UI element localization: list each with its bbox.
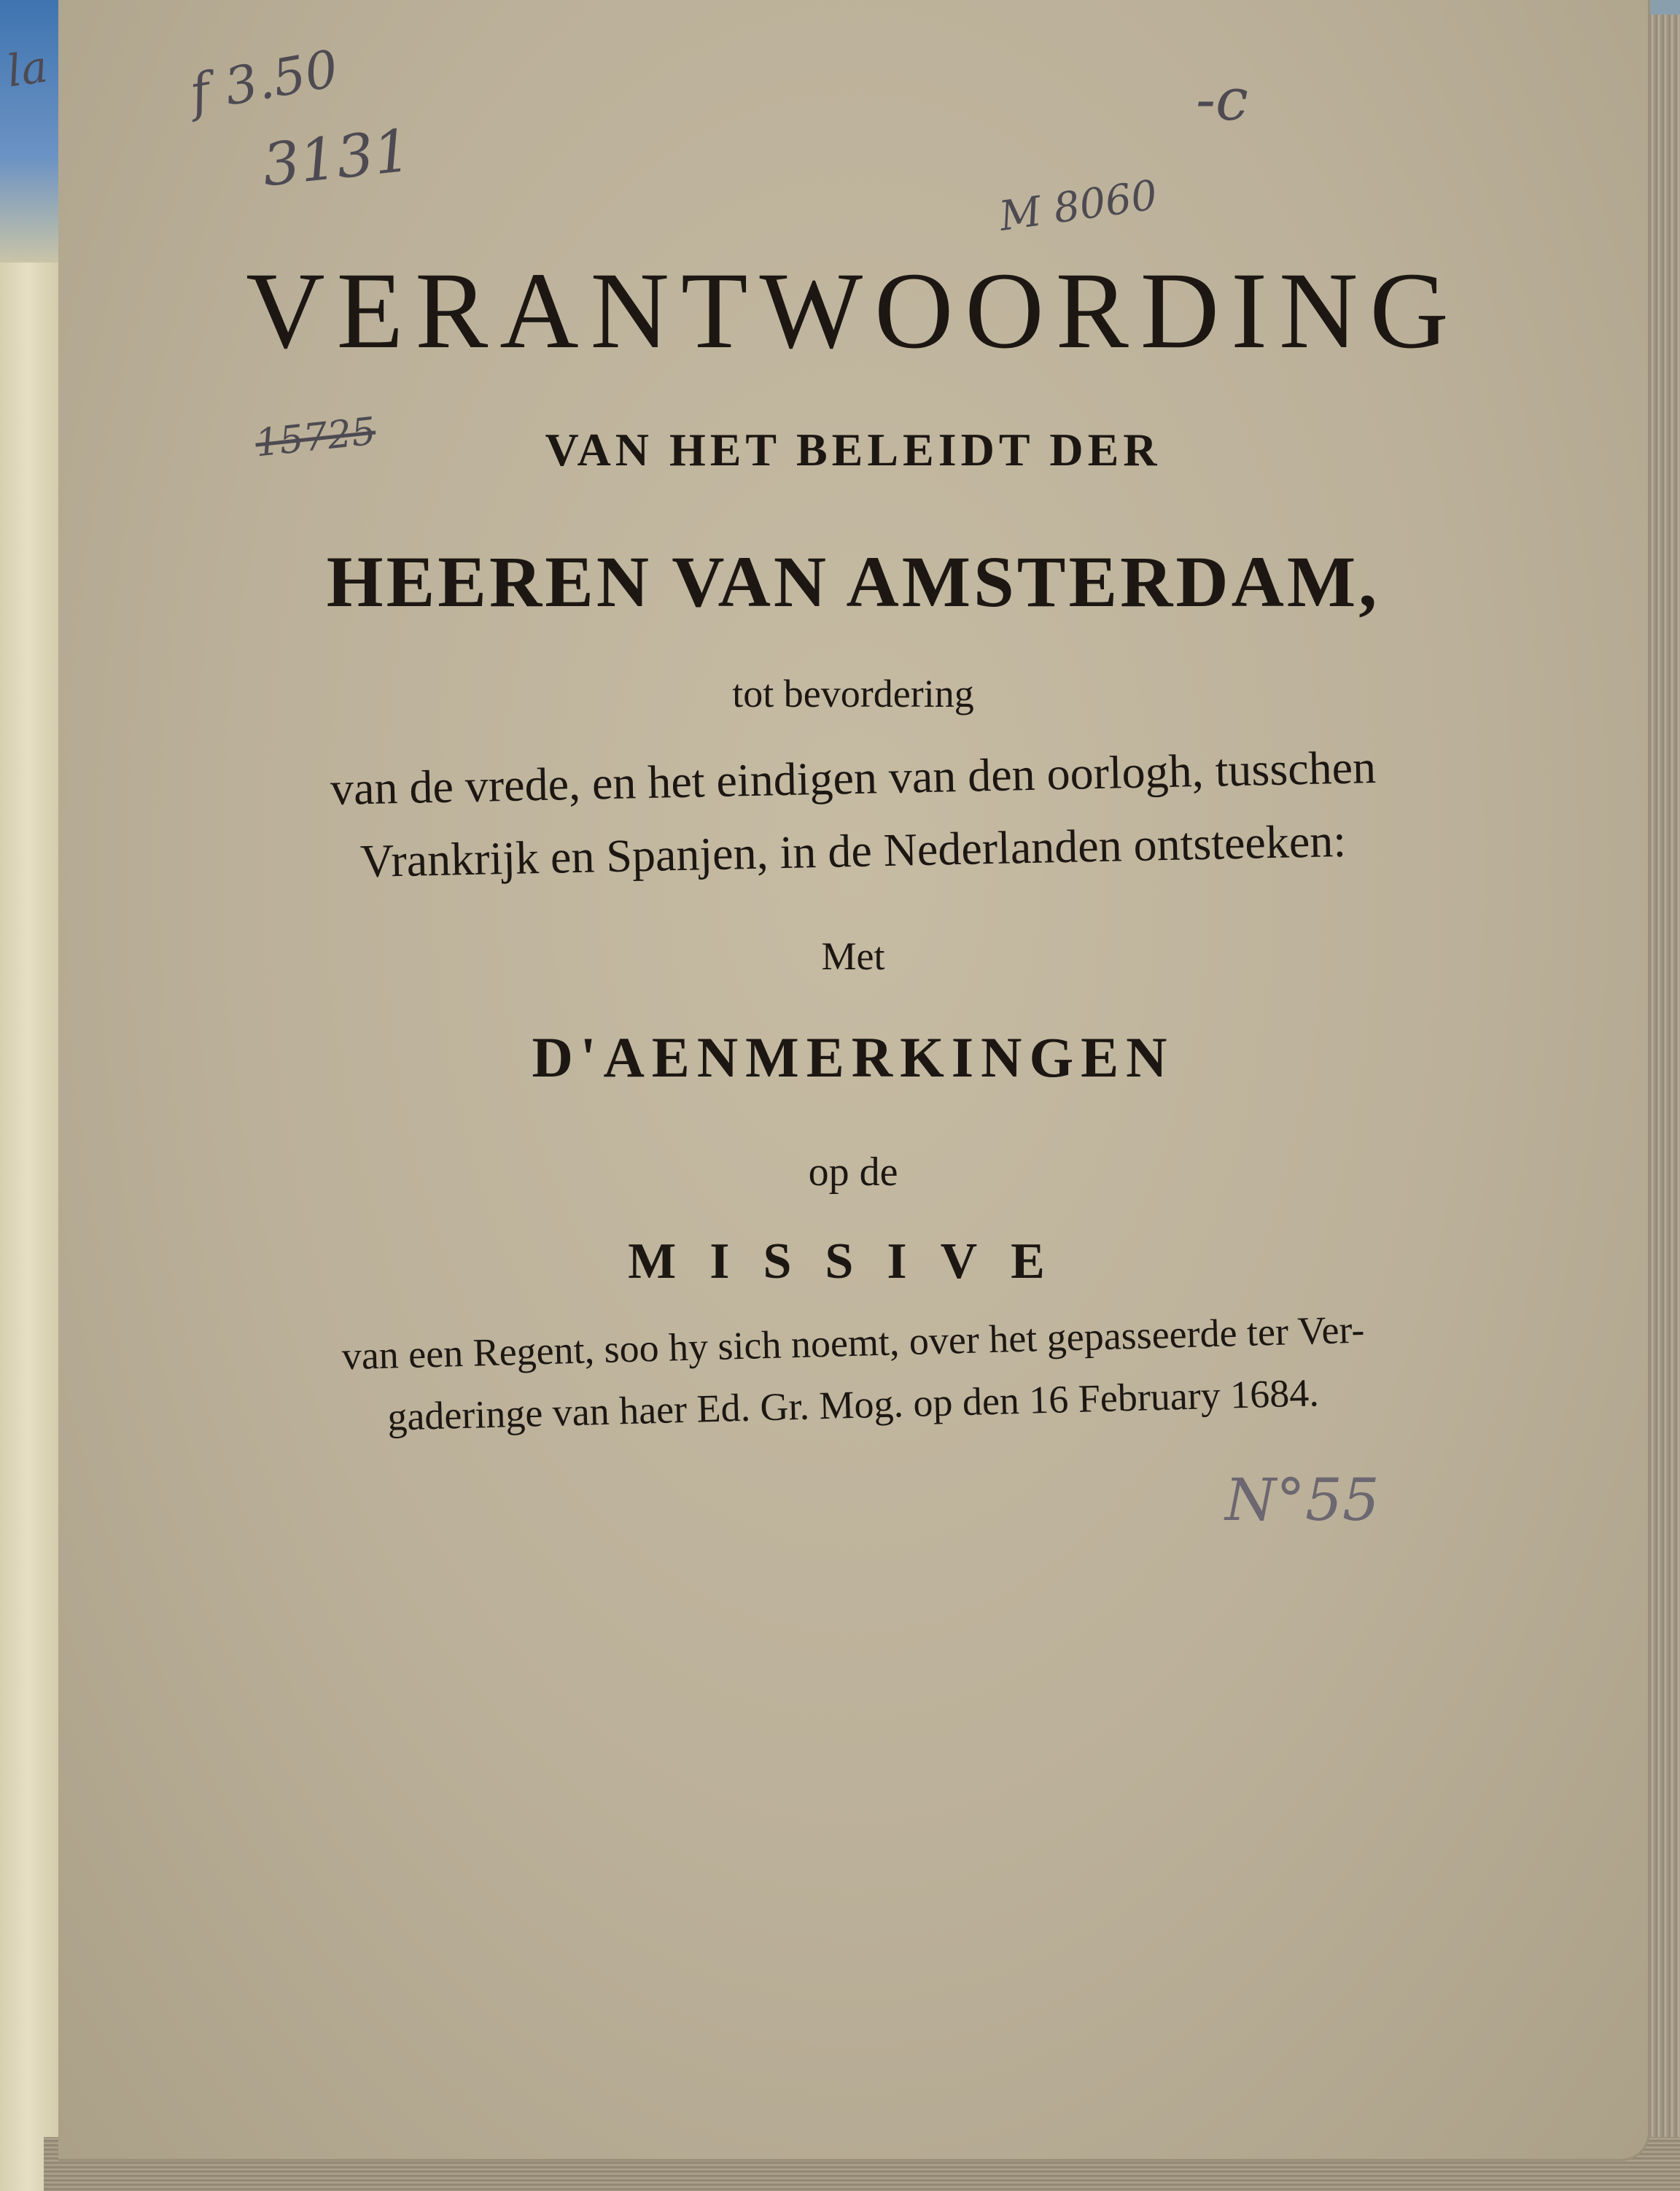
title-aenmerkingen: D'AENMERKINGEN	[532, 1025, 1175, 1089]
text-line-regent: van een Regent, soo hy sich noemt, over het gepasseerde ter Ver-	[341, 1307, 1366, 1378]
text-line-gaderinge: gaderinge van haer Ed. Gr. Mog. op den 16 February 1684.	[386, 1370, 1320, 1439]
text-line-vrankrijk: Vrankrijk en Spanjen, in de Nederlanden ontsteeken:	[359, 814, 1347, 888]
text-tot-bevordering: tot bevordering	[732, 672, 974, 716]
title-verantwoording: VERANTWOORDING	[246, 250, 1461, 371]
handwritten-m-number: M 8060	[996, 171, 1161, 241]
subtitle-beleidt: VAN HET BELEIDT DER	[545, 424, 1162, 476]
title-missive: MISSIVE	[628, 1233, 1078, 1290]
handwritten-dash-mark: -c	[1196, 66, 1248, 133]
blue-background	[0, 0, 66, 263]
title-heeren-amsterdam: HEEREN VAN AMSTERDAM,	[326, 541, 1380, 622]
handwritten-top-left-1: la	[4, 41, 51, 98]
handwritten-number-3131: 3131	[259, 116, 414, 200]
text-line-vrede: van de vrede, en het eindigen van den oorlogh, tusschen	[330, 740, 1377, 815]
text-op-de: op de	[808, 1149, 898, 1195]
text-met: Met	[821, 934, 885, 978]
handwritten-n55: N°55	[1225, 1466, 1380, 1534]
title-page	[58, 0, 1650, 2161]
handwritten-price: f 3.50	[185, 38, 343, 124]
handwritten-crossed-number: 15725	[253, 409, 378, 466]
